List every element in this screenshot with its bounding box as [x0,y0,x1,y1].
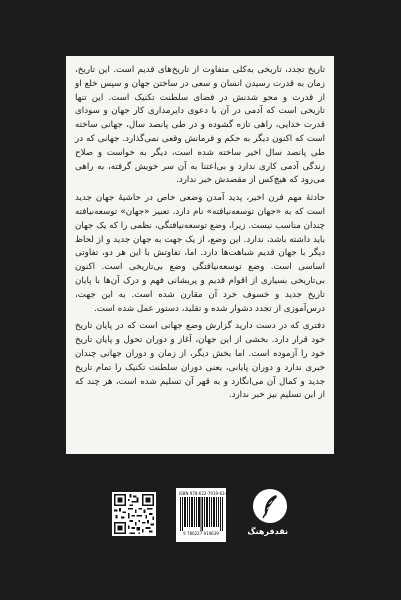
publisher-name: نقدفرهنگ [247,527,288,536]
isbn-barcode [176,488,229,542]
qr-code-icon[interactable] [112,492,156,536]
blurb-paragraph-1: تاریخ تجدد، تاریخی به‌کلی متفاوت از تاریخ‌های قدیم است. این تاریخ، زمان به قدرت رسیدن انسان و سعی در ساختن جهان و سپس خلع او از قدرت و محو شدنش در فضای سلطنت تکنیک است. این تنها تاریخی است که آدمی در آن با دعوی دایرمداری کار جهان و سودای قدرت خدایی، راهی تازه گشوده و در طی پانصد سال، جهانی ساخته است که اکنون دیگر به حکم و فرمانش وقعی نمی‌گذارد. جهانی که در طی پانصد سال اخیر ساخته شده است، دیگر به خواست و صلاح زندگی آدمی کاری ندارد و بی‌اعتنا به آن سر خویش گرفته، به راهی می‌رود که هیچ‌کس از مقصدش خبر ندارد. [75,65,325,186]
blurb-paragraph-2: حادثهٔ مهم قرن اخیر، پدید آمدن وضعی خاص در حاشیهٔ جهان جدید است که به «جهان توسعه‌نیافته» نام دارد. تعبیر «جهان» توسعه‌نیافته چندان مناسب نیست. زیرا، وضع توسعه‌نیافتگی، نظمی را که یک جهان باید داشته باشد، ندارد. این وضع، از یک جهت به جهان جدید و از لحاظ دیگر با جهان قدیم شباهت‌ها دارد. اما، تفاوتش با این هر دو، تفاوتی اساسی است. وضع توسعه‌نیافتگی وضع بی‌تاریخی است. اکنون بی‌تاریخی بسیاری از اقوام قدیم و پریشانی فهم و درک آن‌ها با پایان تاریخ جدید و خسوف خرد آن مقارن شده است. به این جهت، درس‌آموزی از تجدد دشوار شده و تقلید، دستور عمل شده است. [75,193,325,314]
blurb-panel [66,56,334,454]
feather-quill-logo-icon [253,489,287,523]
publisher-logo[interactable] [247,489,288,551]
barcode-icon [179,497,223,531]
blurb-paragraph-3: دفتری که در دست دارید گزارش وضع جهانی است که در پایان تاریخ خود قرار دارد. بخشی از این جهان، آغاز و دوران تحول و پایان تاریخ خود را آزموده است. اما بخش دیگر، از زمان و دوران جهانی چندان خبری ندارد و دوران پایانی، یعنی دوران سلطنت تکنیک را تمام تاریخ جدید و کمال آن می‌انگارد و به قهر آن تسلیم شده است، هر چند که از این تسلیم نیز خبر ندارد. [75,321,325,401]
isbn-label: ISBN 978-622-7919-63-9 [179,491,229,496]
barcode-digits: 9 786227 919639 [183,531,219,536]
